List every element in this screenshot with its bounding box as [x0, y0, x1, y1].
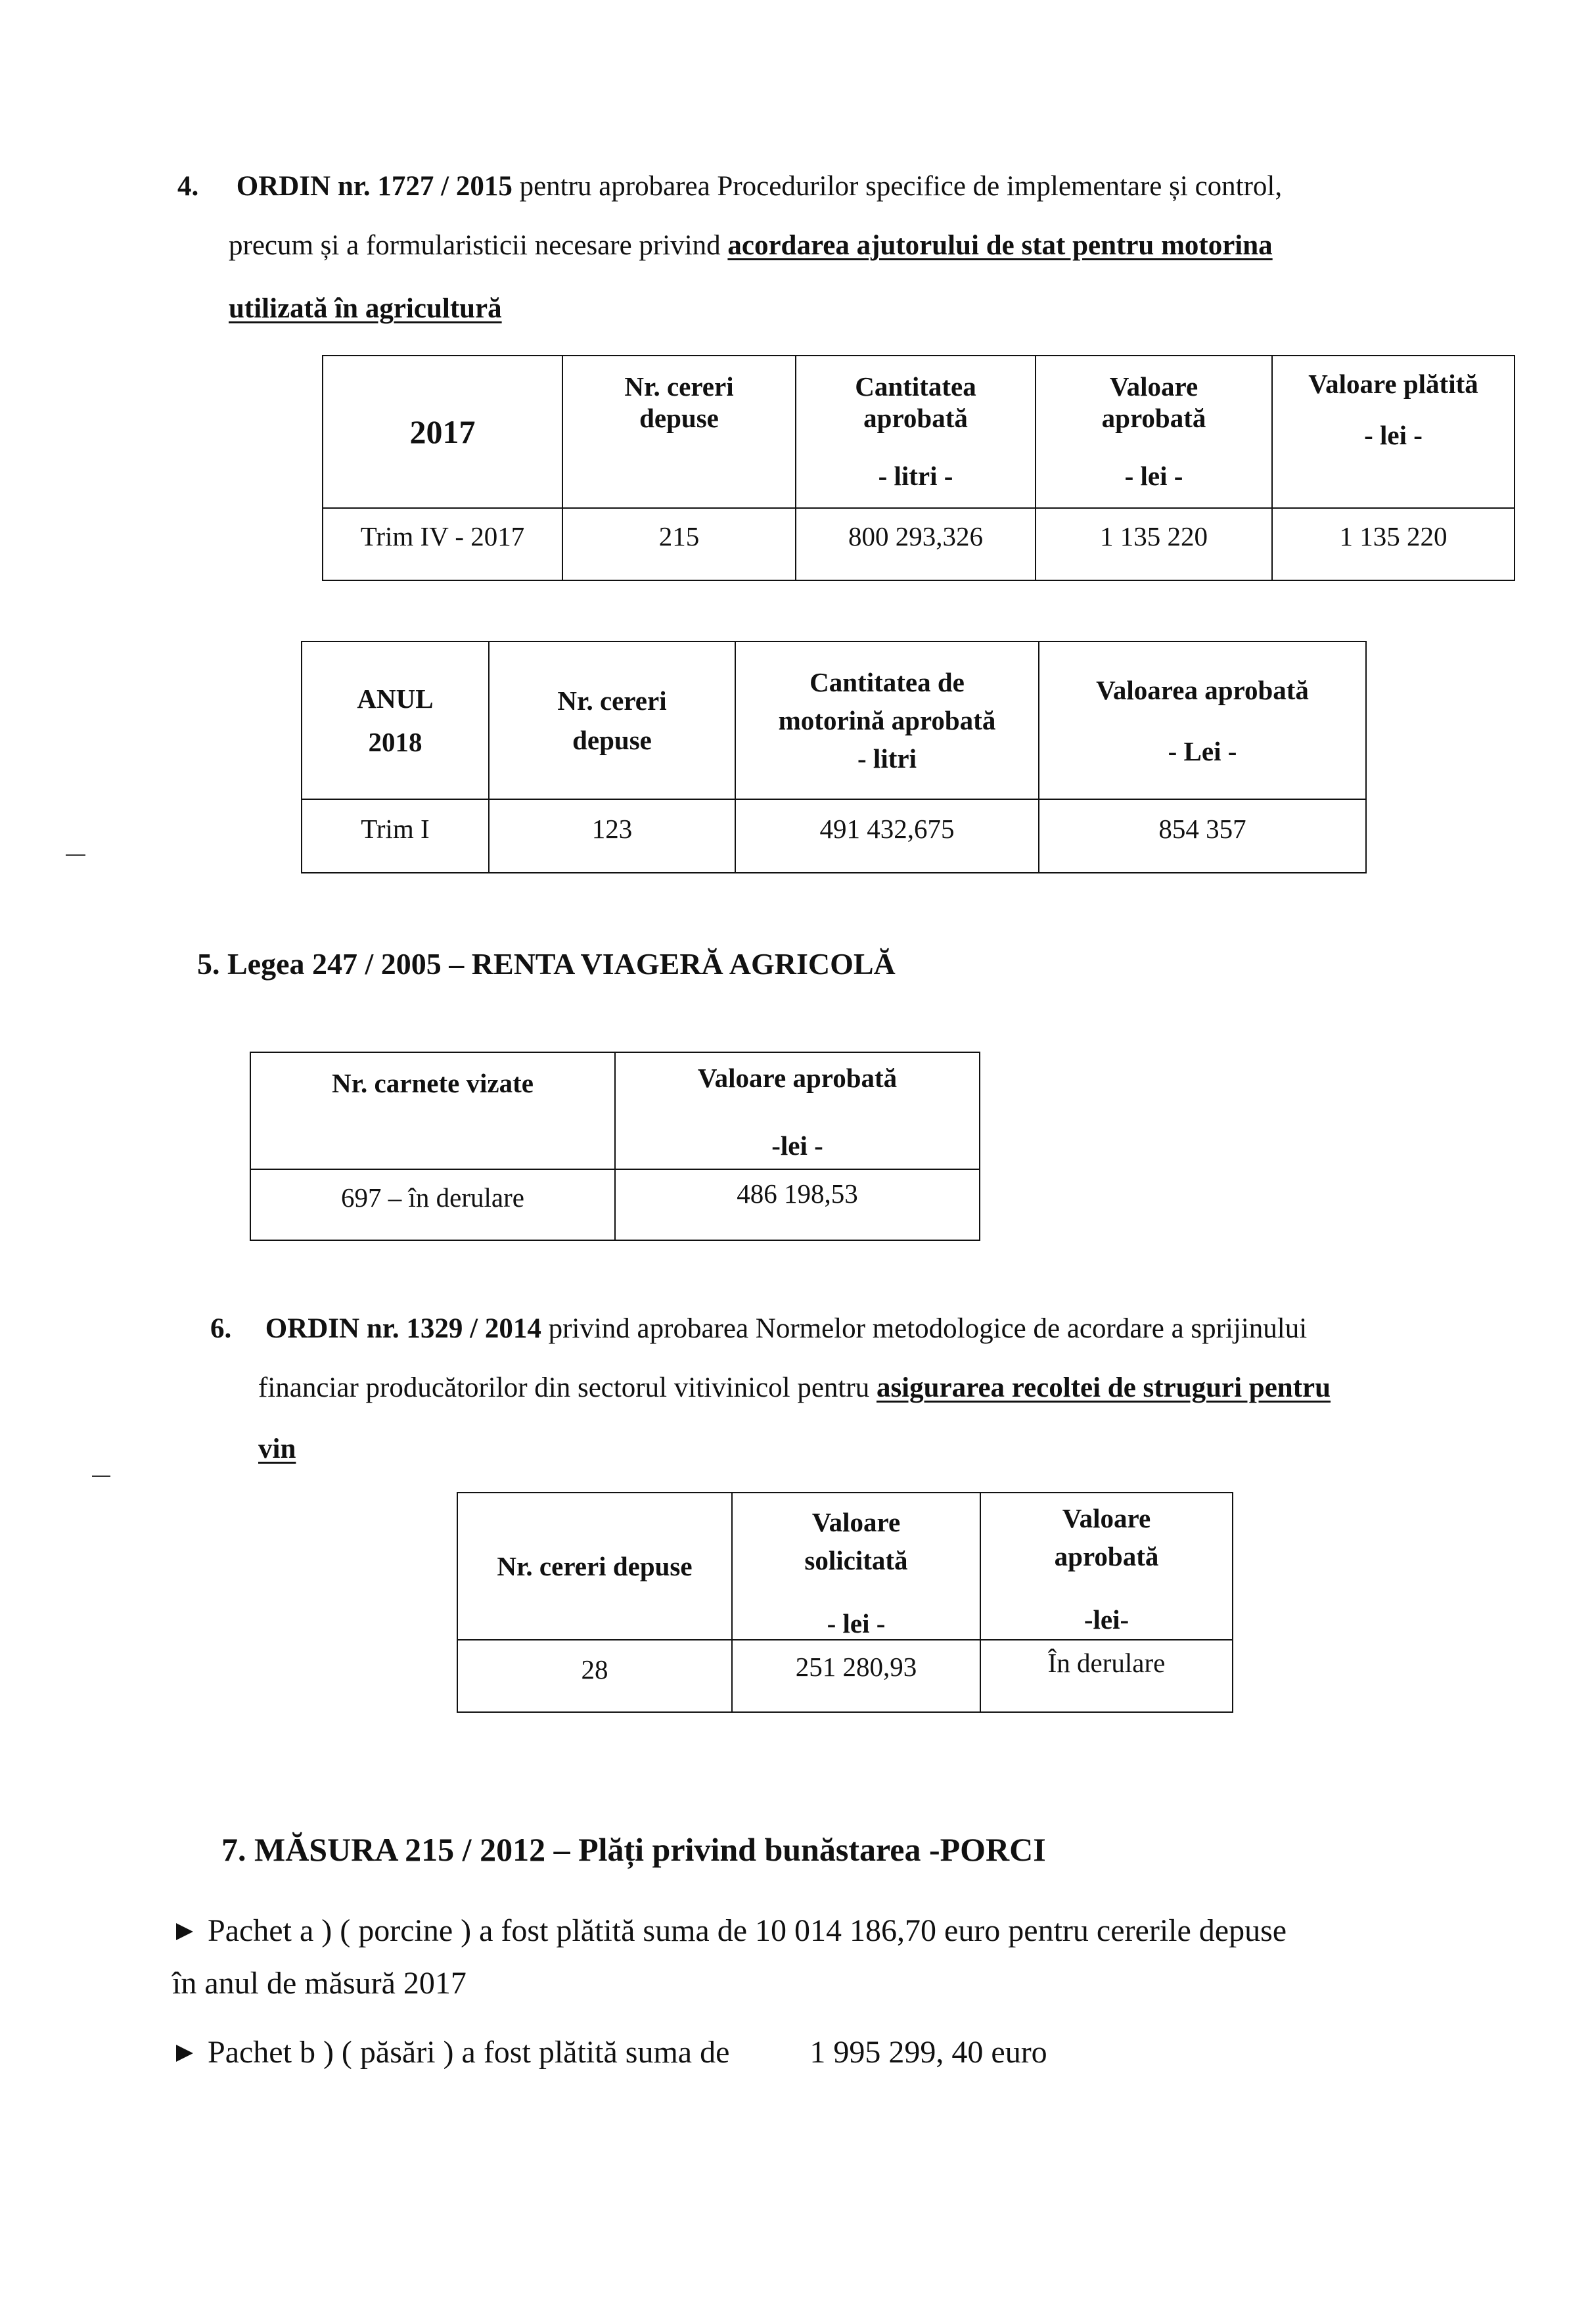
section-7-heading: 7. MĂSURA 215 / 2012 – Plăți privind bunăstarea -PORCI	[221, 1831, 1046, 1868]
header-anul	[302, 641, 489, 799]
section-6-title-text: privind aprobarea Normelor metodologice de acordare a sprijinului	[541, 1313, 1308, 1344]
section-4-line-3	[229, 294, 502, 323]
table-asigurare-struguri	[457, 1492, 1233, 1713]
h0b: 2018	[368, 727, 422, 757]
section-4-underlined-title-end: utilizată în agricultură	[229, 293, 502, 324]
section-4-underlined-title: acordarea ajutorului de stat pentru motorina	[727, 230, 1273, 261]
cell-nr-cereri: 215	[562, 508, 796, 580]
section-6-order-ref: ORDIN nr. 1329 / 2014	[265, 1313, 541, 1344]
h2a: Valoare	[811, 1507, 901, 1537]
cell-carnete: 697 – în derulare	[250, 1169, 615, 1240]
table-row	[250, 1169, 980, 1240]
h3u: -lei-	[1083, 1604, 1129, 1635]
h2b: motorină aprobată	[778, 705, 996, 735]
h3b: aprobată	[1101, 403, 1206, 433]
h1a: Nr. cereri	[557, 686, 667, 716]
pachet-b-text: Pachet b ) ( păsări ) a fost plătită suma de	[208, 2035, 730, 2070]
h3a: Valoarea aprobată	[1096, 674, 1309, 705]
h2a: Cantitatea	[855, 371, 976, 402]
section-6-line-3	[258, 1435, 296, 1463]
table-row	[457, 1640, 1233, 1712]
header-nr-cereri	[562, 356, 796, 508]
table-row	[302, 799, 1366, 873]
pachet-a-text-cont: în anul de măsură 2017	[172, 1966, 467, 2001]
table-motorina-2018	[301, 641, 1367, 873]
cell-period: Trim I	[302, 799, 489, 873]
cell-nr-cereri: 28	[457, 1640, 732, 1712]
h2c: - litri	[857, 743, 917, 774]
table-renta-viagera	[250, 1052, 980, 1241]
cell-cantitate: 800 293,326	[796, 508, 1036, 580]
section-6-line-1	[210, 1314, 1307, 1343]
cell-valoare-solicitata: 251 280,93	[732, 1640, 980, 1712]
h2u: -lei -	[771, 1130, 823, 1161]
h1a: Nr. cereri	[624, 371, 734, 402]
header-year	[323, 356, 562, 508]
h1b: depuse	[639, 403, 719, 433]
h2u: - litri -	[878, 461, 953, 491]
section-4-line-1	[177, 172, 1282, 200]
section-6-line-2	[258, 1374, 1331, 1402]
bullet-pachet-a	[176, 1913, 1287, 1949]
header-valoare-aprobata	[980, 1493, 1233, 1640]
cell-valoare-platita: 1 135 220	[1272, 508, 1515, 580]
header-valoare-platita	[1272, 356, 1515, 508]
triangle-bullet-icon	[176, 1923, 193, 1940]
section-6-underlined-title: asigurarea recoltei de struguri pentru	[876, 1372, 1331, 1403]
header-valoarea-aprobata	[1039, 641, 1366, 799]
triangle-bullet-icon	[176, 2045, 193, 2062]
h2a: Cantitatea de	[809, 667, 965, 697]
h4u: - lei -	[1364, 420, 1423, 450]
bullet-pachet-b	[176, 2034, 1047, 2070]
section-5-heading: 5. Legea 247 / 2005 – RENTA VIAGERĂ AGRICOLĂ	[197, 947, 896, 981]
h2b: solicitată	[804, 1545, 908, 1575]
margin-mark	[92, 1476, 110, 1477]
pachet-b-amount: 1 995 299, 40 euro	[809, 2035, 1047, 2070]
h3u: - lei -	[1124, 461, 1183, 491]
h1b: depuse	[572, 725, 652, 755]
header-nr-carnete: Nr. carnete vizate	[250, 1052, 615, 1169]
header-nr-cereri: Nr. cereri depuse	[457, 1493, 732, 1640]
h3a: Valoare	[1109, 371, 1198, 402]
header-valoare-aprobata	[1036, 356, 1272, 508]
header-cantitatea-motorina	[735, 641, 1039, 799]
margin-mark	[66, 854, 85, 856]
section-4-text: precum și a formularisticii necesare privind	[229, 230, 728, 261]
section-4-line-2	[229, 231, 1273, 260]
bullet-pachet-a-continued	[172, 1965, 467, 2001]
h2a: Valoare aprobată	[697, 1063, 898, 1093]
header-valoare-aprobata	[615, 1052, 980, 1169]
cell-period: Trim IV - 2017	[323, 508, 562, 580]
table-row	[323, 508, 1515, 580]
h0a: ANUL	[357, 684, 434, 714]
section-6-text: financiar producătorilor din sectorul vitivinicol pentru	[258, 1372, 877, 1403]
section-4-order-ref: ORDIN nr. 1727 / 2015	[236, 171, 513, 202]
h2u: - lei -	[827, 1608, 886, 1639]
section-4-number: 4.	[177, 171, 199, 202]
cell-nr-cereri: 123	[489, 799, 735, 873]
cell-valoare-aprobata: În derulare	[980, 1640, 1233, 1712]
header-valoare-solicitata	[732, 1493, 980, 1640]
cell-valoare-aprobata: 1 135 220	[1036, 508, 1272, 580]
section-6-underlined-title-end: vin	[258, 1433, 296, 1464]
cell-cantitate: 491 432,675	[735, 799, 1039, 873]
year-label: 2017	[409, 413, 476, 450]
pachet-a-text: Pachet a ) ( porcine ) a fost plătită suma de 10 014 186,70 euro pentru cererile depuse	[208, 1913, 1287, 1948]
h3b: aprobată	[1054, 1541, 1159, 1571]
cell-valoare: 486 198,53	[615, 1169, 980, 1240]
table-motorina-2017	[322, 355, 1515, 581]
section-4-title-text: pentru aprobarea Procedurilor specifice de implementare și control,	[512, 171, 1283, 202]
header-nr-cereri	[489, 641, 735, 799]
h2b: aprobată	[863, 403, 968, 433]
h4a: Valoare plătită	[1308, 369, 1478, 399]
h3u: - Lei -	[1168, 735, 1237, 766]
cell-valoare: 854 357	[1039, 799, 1366, 873]
section-6-number: 6.	[210, 1313, 232, 1344]
h3a: Valoare	[1062, 1503, 1151, 1533]
header-cantitatea	[796, 356, 1036, 508]
